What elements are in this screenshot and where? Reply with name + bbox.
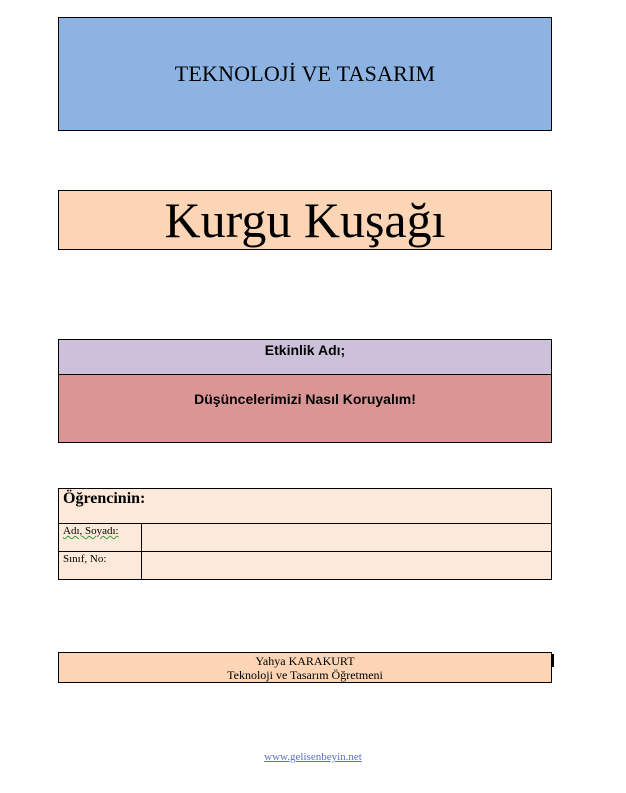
- teacher-title: Teknoloji ve Tasarım Öğretmeni: [227, 668, 383, 682]
- teacher-name: Yahya KARAKURT: [255, 654, 355, 668]
- title-box: [58, 190, 552, 250]
- activity-label: Etkinlik Adı;: [264, 342, 346, 358]
- main-title: Kurgu Kuşağı: [164, 192, 446, 248]
- activity-name-box: [58, 374, 552, 443]
- student-name-label-text: Adı, Soyadı:: [63, 525, 119, 537]
- header-box: [58, 17, 552, 131]
- student-heading-row: [59, 489, 552, 524]
- text-cursor: [552, 654, 554, 667]
- student-class-field[interactable]: [142, 552, 552, 580]
- student-class-row: [59, 552, 552, 580]
- student-name-field[interactable]: [142, 524, 552, 552]
- student-info-table: [58, 488, 552, 580]
- student-heading: Öğrencinin:: [59, 489, 552, 524]
- student-class-label: Sınıf, No:: [59, 552, 142, 580]
- activity-label-box: [58, 339, 552, 375]
- student-name-row: [59, 524, 552, 552]
- activity-name: Düşüncelerimizi Nasıl Koruyalım!: [194, 391, 416, 407]
- teacher-box: [58, 652, 552, 683]
- header-title: TEKNOLOJİ VE TASARIM: [174, 61, 436, 86]
- website-link[interactable]: www.gelisenbeyin.net: [264, 751, 362, 763]
- student-name-label: [59, 524, 142, 552]
